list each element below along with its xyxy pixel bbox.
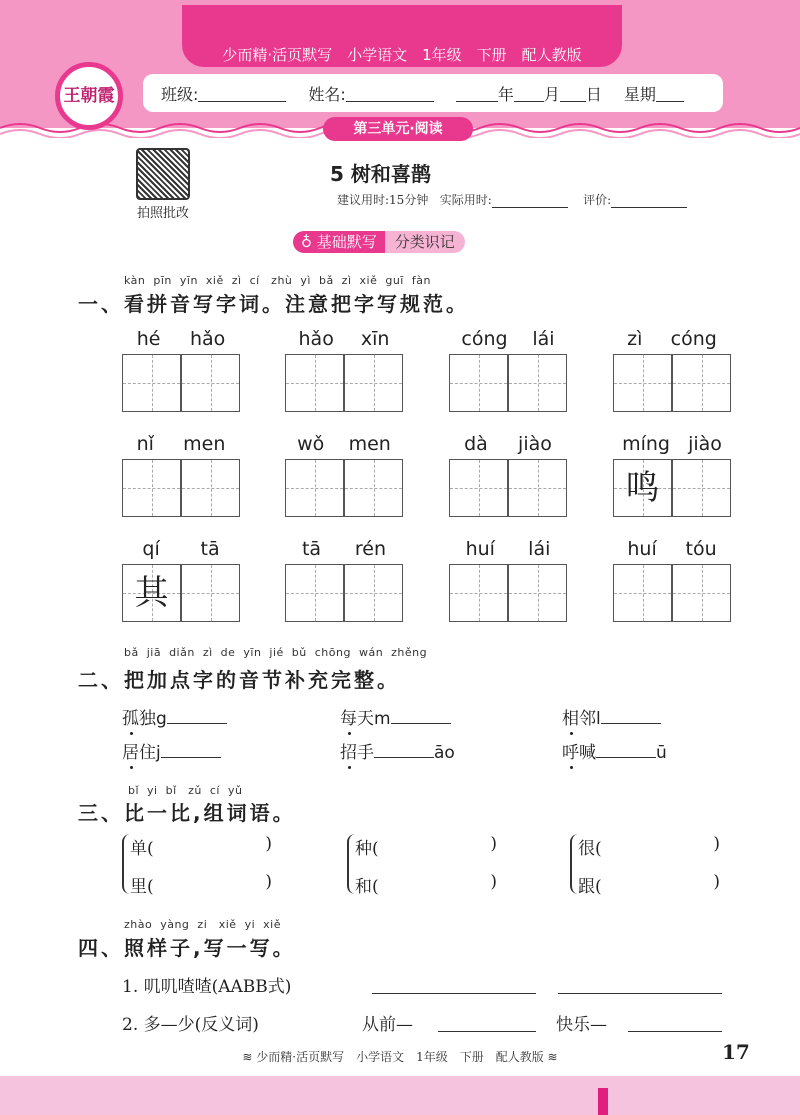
pinyin: men (348, 433, 391, 455)
s4-q2a: 从前— (362, 1015, 413, 1035)
pinyin: hǎo (298, 328, 334, 350)
year-label: 年 (497, 84, 514, 104)
s3-pinyin: bǐ yi bǐ zǔ cí yǔ (128, 784, 243, 797)
rating-field[interactable] (611, 196, 687, 208)
pinyin: men (183, 433, 226, 455)
year-field[interactable] (456, 84, 498, 102)
word-group (122, 433, 240, 517)
suggested-time: 建议用时:15分钟 (337, 193, 429, 207)
writing-box[interactable] (122, 354, 181, 412)
word-group (613, 433, 731, 517)
writing-box[interactable] (344, 459, 403, 517)
weekday-label: 星期 (623, 84, 656, 104)
pinyin: lái (532, 328, 555, 350)
compare-line[interactable]: 很( ) (578, 834, 720, 859)
writing-box[interactable] (672, 354, 731, 412)
brand-logo: 王朝霞 (55, 62, 123, 130)
word-group (122, 328, 240, 412)
s4-q1: 1. 叽叽喳喳(AABB式) (122, 977, 292, 997)
word-group (613, 538, 731, 622)
syllable-answer[interactable] (391, 710, 451, 724)
s4-q2b-answer[interactable] (628, 1018, 722, 1032)
pinyin: tóu (685, 538, 717, 560)
class-field[interactable] (198, 84, 286, 102)
pinyin: míng (622, 433, 670, 455)
word-group (449, 433, 567, 517)
compare-line[interactable]: 里( ) (130, 872, 272, 897)
word-compare-pair (570, 834, 720, 897)
unit-label: 第三单元·阅读 (323, 117, 473, 141)
s2-pinyin: bǎ jiā diǎn zì de yīn jié bǔ chōng wán zhěng (124, 646, 428, 659)
pinyin: qí (142, 538, 160, 560)
footer-text: ≋ 少而精·活页默写 小学语文 1年级 下册 配人教版 ≋ (242, 1050, 558, 1064)
series-title: 少而精·活页默写 小学语文 1年级 下册 配人教版 (222, 46, 582, 64)
section-badge (293, 231, 465, 253)
pinyin: jiào (518, 433, 552, 455)
name-field[interactable] (346, 84, 434, 102)
badge-basic: ♁ 基础默写 (293, 231, 385, 253)
syllable-answer[interactable] (161, 744, 221, 758)
word-group (449, 538, 567, 622)
s4-q2b: 快乐— (556, 1015, 607, 1035)
pinyin: hǎo (189, 328, 226, 350)
pinyin: lái (528, 538, 551, 560)
s4-heading: 四、照样子,写一写。 (78, 936, 296, 960)
syllable-item: 相邻l (562, 704, 661, 729)
word-compare-pair (347, 834, 497, 897)
month-label: 月 (543, 84, 560, 104)
syllable-answer[interactable] (167, 710, 227, 724)
pinyin: nǐ (136, 433, 154, 455)
name-label: 姓名: (308, 84, 346, 104)
s4-q1-answer-1[interactable] (372, 980, 536, 994)
syllable-item: 每天m (340, 704, 451, 729)
word-group (285, 433, 403, 517)
pinyin: rén (354, 538, 387, 560)
pinyin: cóng (461, 328, 508, 350)
pinyin: wǒ (297, 433, 325, 455)
pinyin: xīn (360, 328, 390, 350)
pinyin: cóng (670, 328, 717, 350)
writing-box[interactable]: 鸣 (613, 459, 672, 517)
student-info-bar (143, 74, 723, 112)
lesson-title: 5 树和喜鹊 (330, 162, 431, 186)
pinyin: huí (627, 538, 657, 560)
qr-code[interactable] (136, 148, 190, 200)
s4-q2: 2. 多—少(反义词) (122, 1015, 259, 1035)
pinyin: jiào (688, 433, 722, 455)
writing-box[interactable] (344, 564, 403, 622)
weekday-field[interactable] (656, 84, 684, 102)
pinyin: dà (464, 433, 488, 455)
syllable-item: 居住j (122, 738, 221, 763)
compare-line[interactable]: 跟( ) (578, 872, 720, 897)
compare-line[interactable]: 单( ) (130, 834, 272, 859)
s4-q2a-answer[interactable] (438, 1018, 536, 1032)
writing-box[interactable] (285, 459, 344, 517)
syllable-item: 招手 āo (340, 743, 455, 763)
word-group (285, 538, 403, 622)
pinyin: tā (301, 538, 322, 560)
word-group (122, 538, 240, 622)
rating-label: 评价: (583, 193, 612, 207)
pinyin: zì (627, 328, 643, 350)
page-number: 17 (722, 1040, 750, 1064)
badge-category: 分类识记 (385, 231, 465, 253)
syllable-answer[interactable] (601, 710, 661, 724)
class-label: 班级: (161, 84, 199, 104)
day-label: 日 (585, 84, 602, 104)
writing-box[interactable]: 其 (122, 564, 181, 622)
pinyin: tā (200, 538, 220, 560)
syllable-answer[interactable] (374, 744, 434, 758)
writing-box[interactable] (449, 564, 508, 622)
syllable-answer[interactable] (596, 744, 656, 758)
writing-box[interactable] (344, 354, 403, 412)
day-field[interactable] (560, 84, 586, 102)
actual-time-field[interactable] (492, 196, 568, 208)
writing-box[interactable] (672, 564, 731, 622)
writing-box[interactable] (508, 354, 567, 412)
medal-icon: ♁ (301, 233, 317, 251)
syllable-item: 孤独g (122, 704, 227, 729)
qr-label: 拍照批改 (136, 206, 189, 221)
s4-q1-answer-2[interactable] (558, 980, 722, 994)
writing-box[interactable] (181, 564, 240, 622)
writing-box[interactable] (285, 354, 344, 412)
month-field[interactable] (514, 84, 544, 102)
s1-heading: 一、看拼音写字词。注意把字写规范。 (78, 292, 469, 316)
compare-line[interactable]: 种( ) (355, 834, 497, 859)
s4-pinyin: zhào yàng zi xiě yi xiě (124, 918, 281, 931)
word-group (613, 328, 731, 412)
writing-box[interactable] (181, 354, 240, 412)
writing-box[interactable] (613, 354, 672, 412)
writing-box[interactable] (672, 459, 731, 517)
writing-box[interactable] (449, 459, 508, 517)
word-group (285, 328, 403, 412)
writing-box[interactable] (613, 564, 672, 622)
word-group (449, 328, 567, 412)
syllable-item: 呼喊 ū (562, 743, 667, 763)
writing-box[interactable] (508, 459, 567, 517)
s2-heading: 二、把加点字的音节补充完整。 (78, 668, 400, 692)
compare-line[interactable]: 和( ) (355, 872, 497, 897)
writing-box[interactable] (122, 459, 181, 517)
s3-heading: 三、比一比,组词语。 (78, 801, 296, 825)
time-info (337, 191, 687, 208)
word-compare-pair (122, 834, 272, 897)
writing-box[interactable] (285, 564, 344, 622)
writing-box[interactable] (508, 564, 567, 622)
pinyin: hé (136, 328, 161, 350)
s1-pinyin: kàn pīn yīn xiě zì cí zhù yì bǎ zì xiě guī fàn (124, 274, 431, 287)
bottom-marker (598, 1088, 608, 1115)
pinyin: huí (465, 538, 495, 560)
bottom-band (0, 1076, 800, 1115)
writing-box[interactable] (181, 459, 240, 517)
writing-box[interactable] (449, 354, 508, 412)
actual-time-label: 实际用时: (439, 193, 492, 207)
